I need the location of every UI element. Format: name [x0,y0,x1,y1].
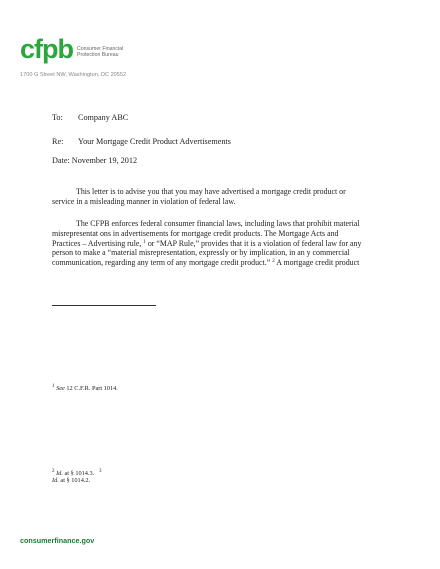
logo-tagline [77,46,123,60]
tagline-line-1: Consumer Financial [77,46,124,52]
fn3-italic: Id. [52,477,59,484]
re-value: Your Mortgage Credit Product Advertisements [78,137,231,146]
p2-line-3 [52,238,388,248]
paragraph-2 [52,219,388,267]
p2-line-4: person to make a “material misrepresentation, expressly or by implication, in an y commercial [52,247,350,257]
footer-website-link[interactable]: consumerfinance.gov [20,536,95,545]
memo-date: Date: November 19, 2012 [52,156,138,165]
footnote-3 [52,477,90,485]
logo-wordmark: cfpb [20,34,73,64]
memo-re [52,137,231,147]
tagline-line-2: Protection Bureau [77,52,119,58]
p2-line-1: The CFPB enforces federal consumer financial laws, including laws that prohibit material [76,219,360,228]
memo-to [52,113,128,123]
p2-line-2: misrepresentat ons in advertisements for mortgage credit products. The Mortgage Acts and [52,228,339,238]
fn3-text: at § 1014.2. [58,477,91,484]
p1-line-1: This letter is to advise you that you may have advertised a mortgage credit product or [76,187,346,196]
to-value: Company ABC [78,113,129,122]
fn1-number: 1 [52,384,55,389]
fn1-text: 12 C.F.R. Part 1014. [64,385,118,392]
p2-line-3-a: Practices – Advertising rule, [52,239,144,249]
fn2-italic: Id. [56,470,63,477]
fn3-number: 3 [98,469,102,474]
footnote-1 [52,383,118,393]
p2-line-3-b: or “MAP Rule,” provides that it is a violation of federal law for any [145,239,362,249]
fn2-text: at § 1014.3. [62,470,95,477]
cfpb-logo [20,34,124,64]
fn1-italic: See [56,385,65,392]
p2-line-5-a: communication, regarding any term of any mortgage credit product.” [52,258,273,268]
p2-line-5 [52,257,388,267]
letterhead-address: 1700 G Street NW, Washington, DC 20552 [20,72,127,78]
re-label: Re: [52,137,64,146]
footnote-separator [52,305,156,306]
paragraph-1 [52,187,388,206]
footnote-ref-1: 1 [143,240,146,246]
p1-line-2: service in a misleading manner in violation of federal law. [52,196,236,206]
to-label: To: [52,113,63,122]
footnote-ref-2: 2 [272,259,275,265]
fn2-number: 2 [52,469,55,474]
p2-line-5-b: A mortgage credit product [274,258,360,268]
